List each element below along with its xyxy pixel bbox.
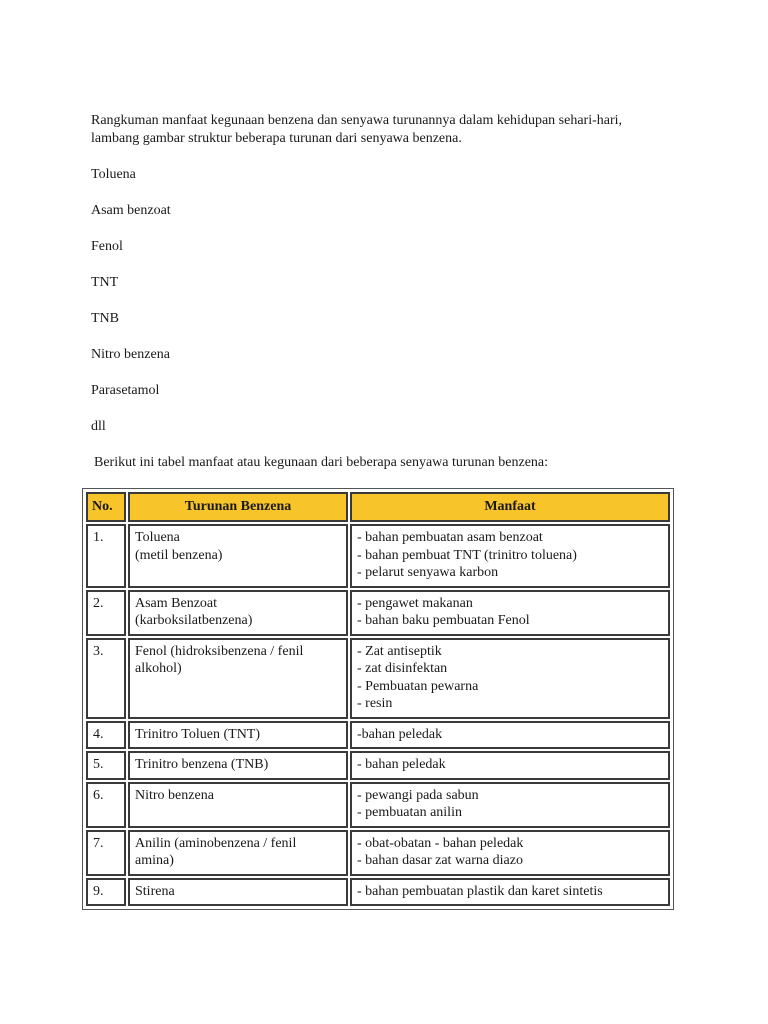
use-line: - obat-obatan - bahan peledak (357, 835, 524, 851)
compound-name-line: Fenol (hidroksibenzena / fenil (135, 643, 304, 659)
compound-item: Parasetamol (91, 383, 160, 398)
compound-item: TNT (91, 275, 119, 290)
cell-turunan-benzena (128, 830, 348, 876)
cell-manfaat (350, 721, 670, 750)
cell-manfaat (350, 830, 670, 876)
compound-name-line: Asam Benzoat (135, 595, 218, 611)
use-line: - bahan peledak (357, 757, 446, 772)
use-line: - pelarut senyawa karbon (357, 565, 499, 580)
intro-paragraph (91, 112, 691, 148)
table-row (86, 782, 670, 828)
cell-manfaat (350, 524, 670, 588)
cell-turunan-benzena (128, 721, 348, 750)
use-line: - bahan dasar zat warna diazo (357, 853, 523, 868)
use-line: - pengawet makanan (357, 595, 473, 611)
cell-turunan-benzena (128, 751, 348, 780)
compound-list (91, 166, 171, 454)
use-line: - Zat antiseptik (357, 643, 442, 659)
cell-no: 9. (86, 878, 126, 907)
cell-no: 4. (86, 721, 126, 750)
table-row (86, 751, 670, 780)
cell-manfaat (350, 878, 670, 907)
benzene-uses-table (84, 490, 672, 908)
use-line: - pewangi pada sabun (357, 787, 479, 803)
table-intro-text: Berikut ini tabel manfaat atau kegunaan dari beberapa senyawa turunan benzena: (94, 455, 549, 470)
cell-no: 7. (86, 830, 126, 876)
intro-line-2: lambang gambar struktur beberapa turunan dari senyawa benzena. (91, 131, 462, 146)
use-line: - bahan pembuatan asam benzoat (357, 530, 543, 545)
compound-item: Fenol (91, 239, 123, 254)
table-body (86, 524, 670, 906)
cell-manfaat (350, 638, 670, 719)
compound-item: Nitro benzena (91, 347, 170, 362)
compound-name-line: Nitro benzena (135, 787, 214, 803)
use-line: - bahan pembuatan plastik dan karet sintetis (357, 883, 603, 899)
compound-name-line: amina) (135, 853, 174, 868)
table-row (86, 830, 670, 876)
use-line: - zat disinfektan (357, 661, 448, 676)
use-line: - Pembuatan pewarna (357, 678, 479, 694)
header-no: No. (86, 492, 126, 522)
cell-turunan-benzena (128, 878, 348, 907)
compound-name-line: Stirena (135, 883, 175, 899)
use-line: - pembuatan anilin (357, 805, 462, 820)
table-row (86, 524, 670, 588)
compound-name-line: (metil benzena) (135, 547, 223, 563)
use-line: - bahan pembuat TNT (trinitro toluena) (357, 547, 577, 563)
cell-turunan-benzena (128, 782, 348, 828)
compound-name-line: Anilin (aminobenzena / fenil (135, 835, 297, 851)
table-header-row (86, 492, 670, 522)
intro-line-1: Rangkuman manfaat kegunaan benzena dan senyawa turunannya dalam kehidupan sehari-hari, (91, 113, 623, 128)
cell-manfaat (350, 590, 670, 636)
cell-manfaat (350, 751, 670, 780)
cell-no: 2. (86, 590, 126, 636)
table-row (86, 590, 670, 636)
benzene-uses-table-frame (82, 488, 674, 910)
compound-item: TNB (91, 311, 119, 326)
header-turunan-benzena: Turunan Benzena (128, 492, 348, 522)
cell-no: 3. (86, 638, 126, 719)
table-row (86, 878, 670, 907)
cell-no: 1. (86, 524, 126, 588)
cell-no: 6. (86, 782, 126, 828)
compound-item: Toluena (91, 167, 136, 182)
compound-name-line: Trinitro benzena (TNB) (135, 757, 269, 772)
table-row (86, 638, 670, 719)
table-row (86, 721, 670, 750)
compound-name-line: (karboksilatbenzena) (135, 613, 253, 628)
cell-turunan-benzena (128, 638, 348, 719)
cell-turunan-benzena (128, 524, 348, 588)
use-line: - bahan baku pembuatan Fenol (357, 613, 530, 628)
cell-manfaat (350, 782, 670, 828)
compound-name-line: Toluena (135, 530, 180, 545)
compound-name-line: alkohol) (135, 661, 182, 676)
compound-item: dll (91, 419, 106, 434)
header-manfaat: Manfaat (350, 492, 670, 522)
use-line: - resin (357, 696, 393, 711)
compound-name-line: Trinitro Toluen (TNT) (135, 726, 261, 742)
use-line: -bahan peledak (357, 726, 443, 742)
compound-item: Asam benzoat (91, 203, 171, 218)
cell-turunan-benzena (128, 590, 348, 636)
cell-no: 5. (86, 751, 126, 780)
